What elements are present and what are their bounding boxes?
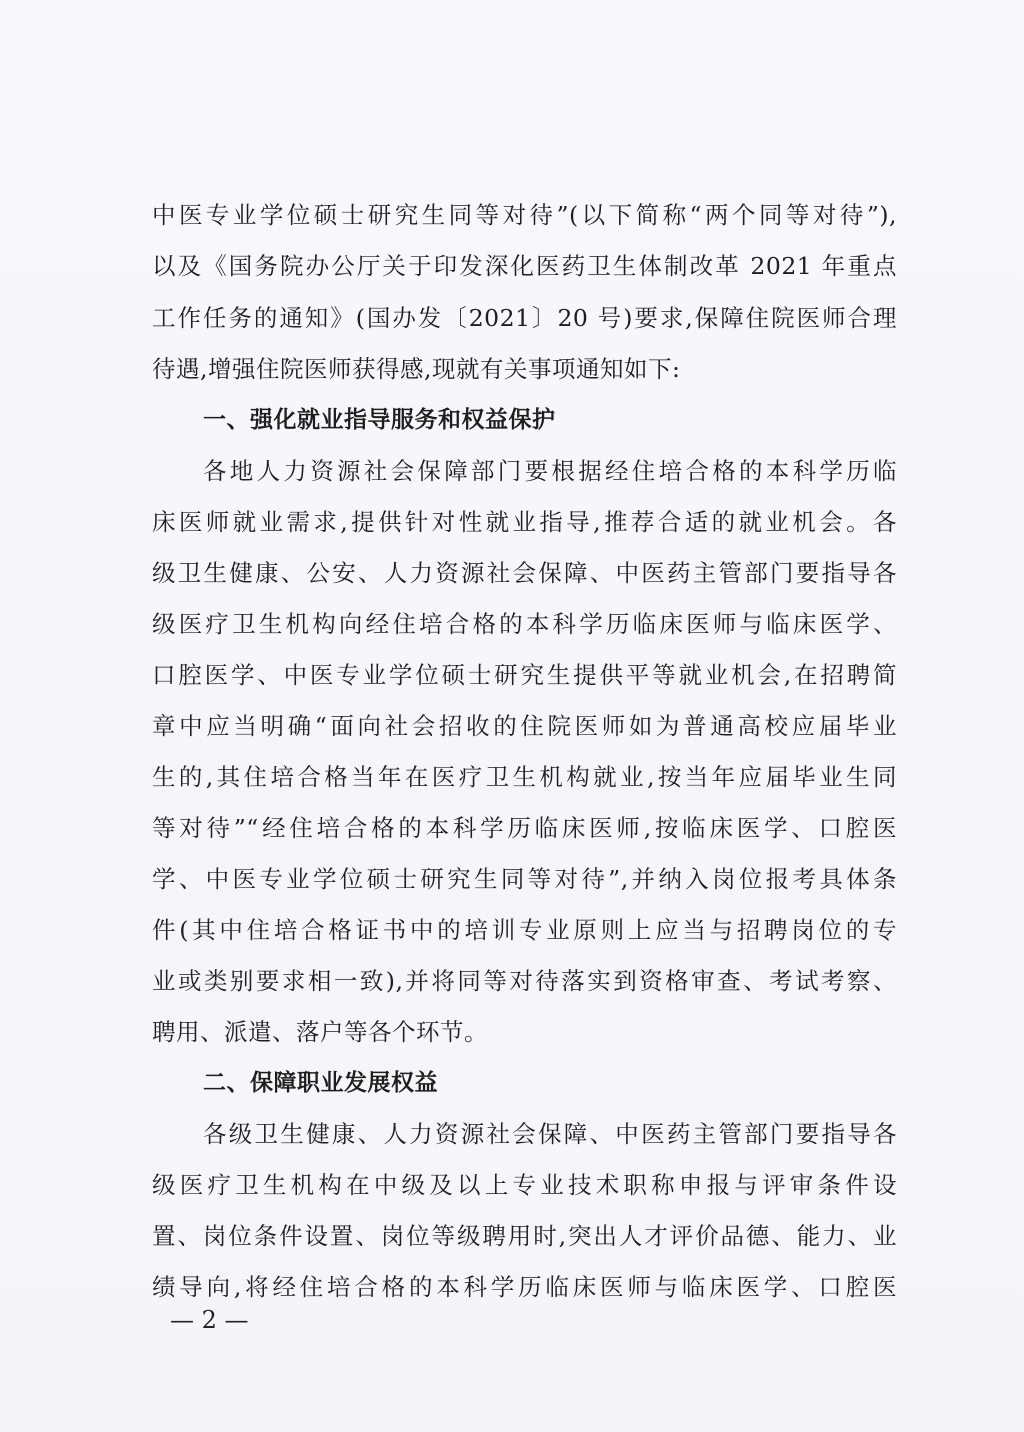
body-line: 以及《国务院办公厅关于印发深化医药卫生体制改革 2021 年重点 — [152, 252, 897, 280]
body-line: 件(其中住培合格证书中的培训专业原则上应当与招聘岗位的专 — [152, 916, 897, 944]
body-line: 工作任务的通知》(国办发〔2021〕20 号)要求,保障住院医师合理 — [152, 304, 897, 332]
body-line: 生的,其住培合格当年在医疗卫生机构就业,按当年应届毕业生同 — [152, 763, 897, 791]
body-line: 待遇,增强住院医师获得感,现就有关事项通知如下: — [152, 355, 681, 383]
body-line: 口腔医学、中医专业学位硕士研究生提供平等就业机会,在招聘简 — [152, 661, 897, 689]
body-line: 业或类别要求相一致),并将同等对待落实到资格审查、考试考察、 — [152, 967, 897, 995]
body-line: 学、中医专业学位硕士研究生同等对待”,并纳入岗位报考具体条 — [152, 865, 897, 893]
body-line: 章中应当明确“面向社会招收的住院医师如为普通高校应届毕业 — [152, 712, 897, 740]
body-line: 床医师就业需求,提供针对性就业指导,推荐合适的就业机会。各 — [152, 508, 897, 536]
body-line: 聘用、派遣、落户等各个环节。 — [152, 1018, 488, 1046]
body-line: 级医疗卫生机构在中级及以上专业技术职称申报与评审条件设 — [152, 1171, 897, 1199]
body-line: 中医专业学位硕士研究生同等对待”(以下简称“两个同等对待”), — [152, 201, 897, 229]
body-line: 级医疗卫生机构向经住培合格的本科学历临床医师与临床医学、 — [152, 610, 897, 638]
body-line: 级卫生健康、公安、人力资源社会保障、中医药主管部门要指导各 — [152, 559, 897, 587]
section-heading-1: 一、强化就业指导服务和权益保护 — [203, 407, 556, 433]
section-heading-2: 二、保障职业发展权益 — [203, 1070, 438, 1096]
body-line: 各地人力资源社会保障部门要根据经住培合格的本科学历临 — [203, 457, 897, 485]
body-line: 绩导向,将经住培合格的本科学历临床医师与临床医学、口腔医 — [152, 1273, 897, 1301]
page-number: — 2 — — [170, 1306, 249, 1334]
body-line: 置、岗位条件设置、岗位等级聘用时,突出人才评价品德、能力、业 — [152, 1222, 897, 1250]
body-line: 等对待”“经住培合格的本科学历临床医师,按临床医学、口腔医 — [152, 814, 897, 842]
body-line: 各级卫生健康、人力资源社会保障、中医药主管部门要指导各 — [203, 1120, 897, 1148]
